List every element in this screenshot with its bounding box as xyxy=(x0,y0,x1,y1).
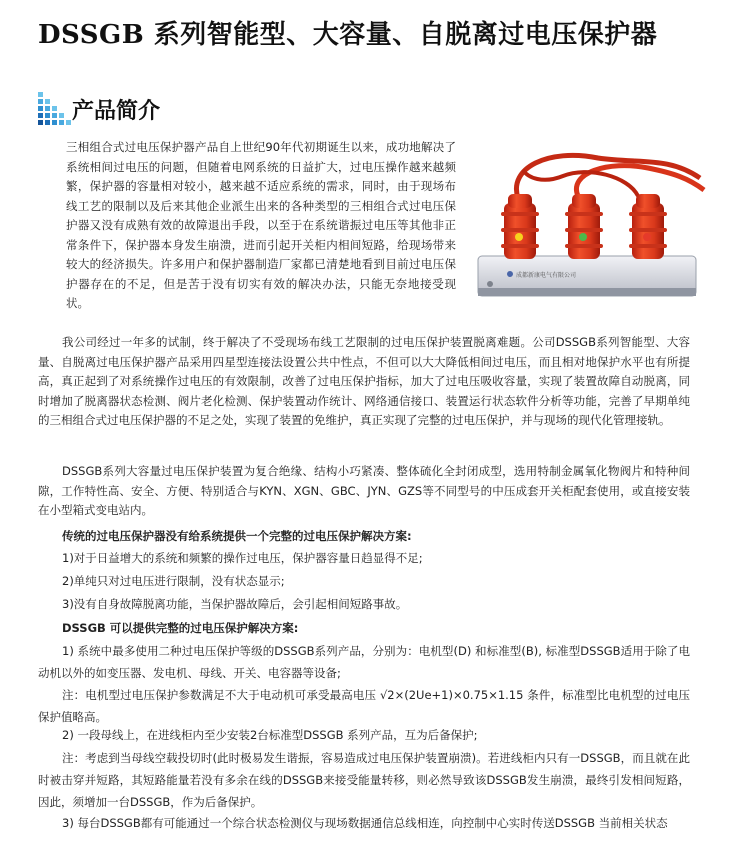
section-title: 产品简介 xyxy=(72,98,161,124)
intro-paragraph-3: DSSGB系列大容量过电压保护装置为复合绝缘、结构小巧紧凑、整体硫化全封闭成型，选用特制金属氧化物阀片和特种间隙，工作特性高、安全、方便、特别适合与KYN、XGN、GBC、JYN、GZS等不同型号的中压成套开关柜配套使用，或直接安装在小型箱式变电站内。 xyxy=(38,464,690,517)
heading-dssgb-solution: DSSGB 可以提供完整的过电压保护解决方案: xyxy=(62,621,299,635)
page-title: DSSGB 系列智能型、大容量、自脱离过电压保护器 xyxy=(38,20,658,50)
nameplate-text: 成都新康电气有限公司 xyxy=(516,272,577,279)
heading-traditional-problems: 传统的过电压保护器没有给系统提供一个完整的过电压保护解决方案: xyxy=(62,529,412,543)
solution-item-2: 2) 一段母线上，在进线柜内至少安装2台标准型DSSGB 系列产品，互为后备保护; xyxy=(62,728,478,742)
list-item: 3)没有自身故障脱离功能，当保护器故障后，会引起相间短路事故。 xyxy=(62,597,408,611)
list-item: 1)对于日益增大的系统和频繁的操作过电压，保护器容量日趋显得不足; xyxy=(62,551,423,565)
surge-protector-photo xyxy=(468,138,708,308)
solution-note-2: 注：考虑到当母线空载投切时(此时极易发生谐振，容易造成过电压保护装置崩溃)。若进线柜内只有一DSSGB，而且就在此时被击穿并短路，其短路能量若没有多余在线的DSSGB来接受能量转移，则必然导致该DSSGB发生崩溃，最终引发相间短路，因此，须增加一台DSSGB，作为后备保护。 xyxy=(38,751,690,809)
solution-note-1: 注：电机型过电压保护参数满足不大于电动机可承受最高电压 √2×(2Ue+1)×0.75×1.15 条件，标准型比电机型的过电压保护值略高。 xyxy=(38,688,690,724)
solution-item-3: 3) 每台DSSGB都有可能通过一个综合状态检测仪与现场数据通信总线相连，向控制中心实时传送DSSGB 当前相关状态 xyxy=(62,816,668,830)
solution-item-1: 1) 系统中最多使用二种过电压保护等级的DSSGB系列产品，分别为：电机型(D) 和标准型(B), 标准型DSSGB适用于除了电动机以外的如变压器、发电机、母线、开关、电容器等设备; xyxy=(38,644,690,680)
section-heading xyxy=(36,90,236,126)
intro-paragraph-2: 我公司经过一年多的试制，终于解决了不受现场布线工艺限制的过电压保护装置脱离难题。公司DSSGB系列智能型、大容量、自脱离过电压保护器产品采用四星型连接法设置公共中性点，不但可以大大降低相间过电压，而且相对地保护水平也有所提高，真正起到了对系统操作过电压的有效限制，改善了过电压保护指标，加大了过电压吸收容量，实现了装置故障自动脱离，同时增加了脱离器状态检测、阀片老化检测、保护装置动作统计、网络通信接口、装置运行状态软件分析等功能，完善了早期单纯的三相组合式过电压保护器的不足之处，实现了装置的免维护，真正实现了完整的过电压保护，并与现场的现代化管理接轨。 xyxy=(38,335,690,427)
list-item: 2)单纯只对过电压进行限制，没有状态显示; xyxy=(62,574,285,588)
intro-paragraph-1: 三相组合式过电压保护器产品自上世纪90年代初期诞生以来，成功地解决了系统相间过电压的问题，但随着电网系统的日益扩大，过电压操作越来越频繁，保护器的容量相对较小，越来越不适应系统的需求，同时，由于现场布线工艺的限制以及后来其他企业派生出来的各种类型的三相组合式过电压保护器又没有成熟有效的故障退出手段，以至于在系统谐振过电压等其他非正常条件下，保护器本身发生崩溃，进而引起开关柜内相间短路，给现场带来较大的经济损失。许多用户和保护器制造厂家都已清楚地看到目前过电压保护器存在的不足，但是苦于没有切实有效的解决办法，只能无奈地接受现状。 xyxy=(66,140,456,310)
bar-blocks-icon xyxy=(36,90,72,126)
